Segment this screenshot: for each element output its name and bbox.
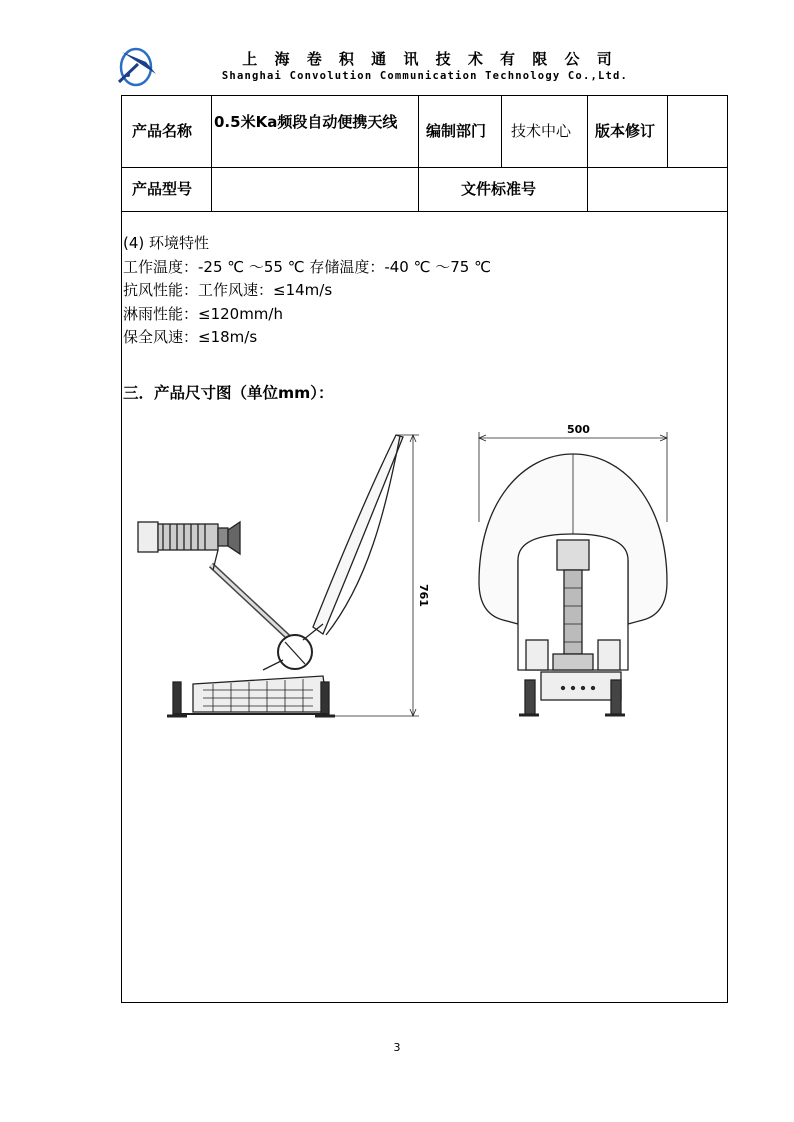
dimension-drawing <box>123 402 715 747</box>
environment-heading: (4) 环境特性 <box>123 234 210 252</box>
table-row-divider <box>121 167 728 168</box>
environment-line-survival-wind: 保全风速：≤18m/s <box>123 328 258 346</box>
dept-value: 技术中心 <box>511 122 572 140</box>
environment-line-wind: 抗风性能：工作风速：≤14m/s <box>123 281 333 299</box>
table-bottom-divider <box>121 211 728 212</box>
environment-line-rain: 淋雨性能：≤120mm/h <box>123 304 283 323</box>
page-number: 3 <box>393 1041 401 1054</box>
table-col-divider <box>418 95 419 211</box>
product-name-value: 0.5米Ka频段自动便携天线 <box>214 113 398 131</box>
table-col-divider <box>587 95 588 211</box>
company-name-en: Shanghai Convolution Communication Technology Co.,Ltd. <box>221 70 629 82</box>
height-label: 761 <box>417 584 430 607</box>
doc-standard-label: 文件标准号 <box>461 180 537 198</box>
table-col-divider <box>501 95 502 167</box>
width-label: 500 <box>567 423 590 436</box>
product-name-label: 产品名称 <box>132 122 193 140</box>
dept-label: 编制部门 <box>426 122 487 140</box>
environment-line-temperature: 工作温度：-25 ℃ ～55 ℃ 存储温度：-40 ℃ ～75 ℃ <box>123 257 491 276</box>
environment-section <box>123 232 491 350</box>
revision-label: 版本修订 <box>595 122 656 140</box>
model-label: 产品型号 <box>132 180 193 198</box>
table-col-divider <box>667 95 668 167</box>
company-name-cn: 上 海 卷 积 通 讯 技 术 有 限 公 司 <box>242 50 618 68</box>
antenna-front-view <box>479 454 667 715</box>
antenna-side-view <box>138 435 403 716</box>
dimensions-title: 三．产品尺寸图（单位mm）： <box>123 384 334 402</box>
table-col-divider <box>211 95 212 211</box>
company-logo-icon <box>116 44 160 88</box>
